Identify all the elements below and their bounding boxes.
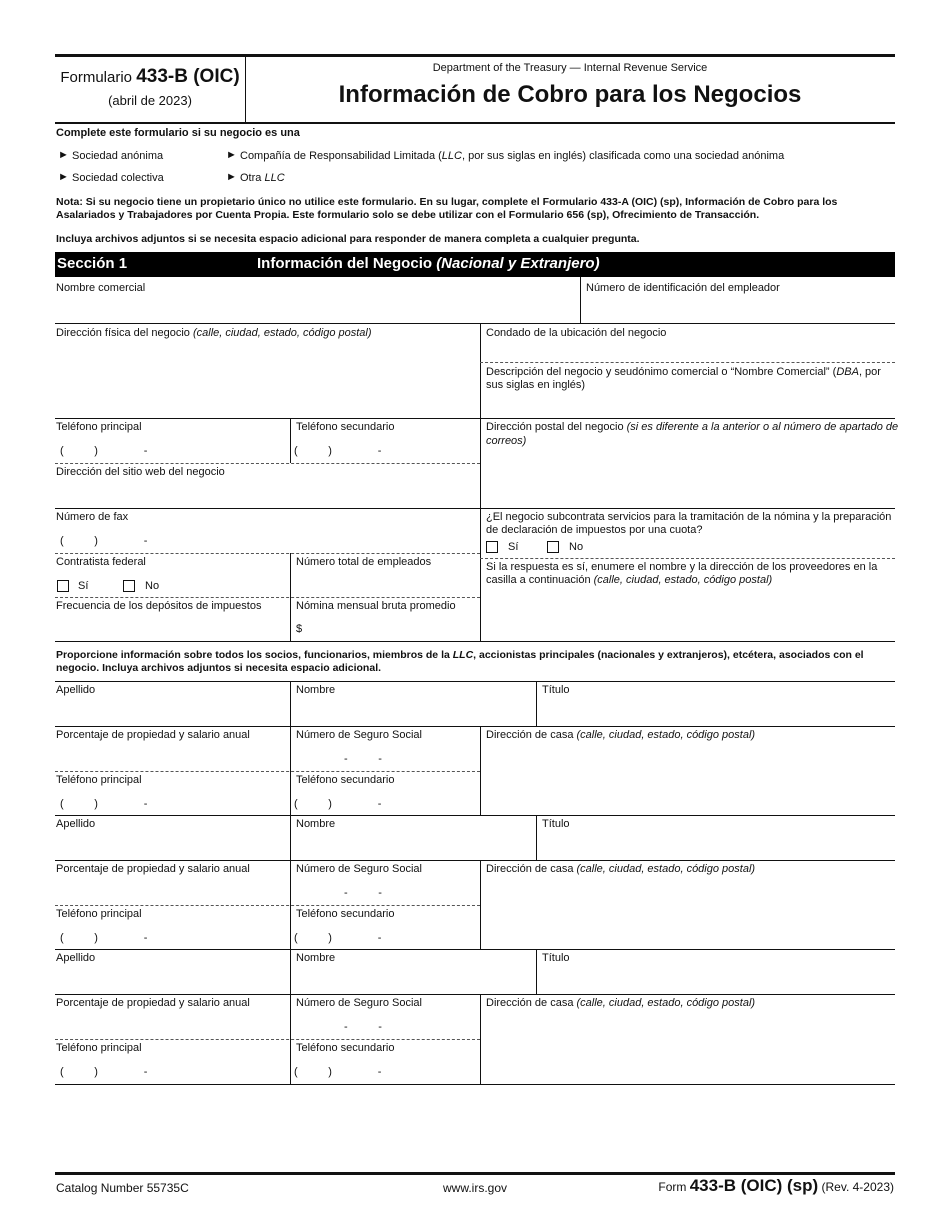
grid-line <box>55 726 895 727</box>
tel-principal-input[interactable]: ( ) - <box>60 798 148 810</box>
tel-principal-label: Teléfono principal <box>56 1042 142 1054</box>
tel-secundario-input[interactable]: ( ) - <box>294 1066 382 1078</box>
grid-line <box>55 597 480 598</box>
proveedores-input[interactable] <box>486 590 891 638</box>
grid-line <box>55 994 895 995</box>
grid-line <box>480 558 895 559</box>
total-empleados-label: Número total de empleados <box>296 556 432 568</box>
direccion-casa-input[interactable] <box>486 878 891 946</box>
grid-line <box>290 681 291 815</box>
grid-line <box>580 277 581 323</box>
subcontrata-si-checkbox[interactable] <box>486 541 498 553</box>
grid-line <box>55 418 895 419</box>
grid-line <box>290 418 291 463</box>
direccion-casa-input[interactable] <box>486 1012 891 1080</box>
owners-instructions: Proporcione información sobre todos los socios, funcionarios, miembros de la LLC, accionistas principales (nacionales y extranjeros), etcétera, asociados con el <box>56 649 864 661</box>
form-id: Formulario 433-B (OIC) <box>60 66 240 87</box>
contratista-no-checkbox[interactable] <box>123 580 135 592</box>
page-title: Información de Cobro para los Negocios <box>338 81 802 108</box>
grid-line <box>536 949 537 994</box>
tel-secundario-label: Teléfono secundario <box>296 908 395 920</box>
ssn-input[interactable]: - - <box>344 887 382 899</box>
note-line2: Asalariados y Trabajadores por Cuenta Propia. Este formulario solo se debe utilizar con el Formulario 656 (sp), Ofrecimiento de Transacción. <box>56 209 760 221</box>
grid-line <box>536 681 537 726</box>
direccion-postal-label: Dirección postal del negocio (si es diferente a la anterior o al número de apartado de <box>486 421 899 433</box>
grid-line <box>290 815 291 949</box>
ein-input[interactable] <box>586 296 891 320</box>
grid-line <box>536 815 537 860</box>
grid-line <box>55 323 895 324</box>
ssn-input[interactable]: - - <box>344 1021 382 1033</box>
tel-secundario-label: Teléfono secundario <box>296 421 395 433</box>
tel-principal-input[interactable]: ( ) - <box>60 445 148 457</box>
nombre-input[interactable] <box>296 699 532 723</box>
apellido-label: Apellido <box>56 818 96 830</box>
tel-secundario-label: Teléfono secundario <box>296 774 395 786</box>
subcontrata-label: ¿El negocio subcontrata servicios para la tramitación de la nómina y la preparación <box>486 511 892 523</box>
footer-form-id: Form 433-B (OIC) (sp) (Rev. 4-2023) <box>658 1176 894 1195</box>
form-date: (abril de 2023) <box>108 93 192 108</box>
grid-line <box>55 553 480 554</box>
opt-llc-corp: Compañía de Responsabilidad Limitada (LLC, por sus siglas en inglés) clasificada como una sociedad anónima <box>240 150 785 162</box>
direccion-casa-input[interactable] <box>486 744 891 812</box>
bullet-icon: ► <box>226 171 237 183</box>
bullet-icon: ► <box>58 171 69 183</box>
footer-rev: (Rev. 4-2023) <box>821 1180 894 1194</box>
grid-line <box>480 860 481 949</box>
direccion-casa-label: Dirección de casa (calle, ciudad, estado, código postal) <box>486 997 756 1009</box>
website-link[interactable]: www.irs.gov <box>442 1181 507 1195</box>
grid-line <box>55 1084 895 1085</box>
agency: Department of the Treasury — Internal Revenue Service <box>432 62 708 74</box>
nombre-comercial-input[interactable] <box>56 296 576 320</box>
nomina-label: Nómina mensual bruta promedio <box>296 600 456 612</box>
nombre-label: Nombre <box>296 818 336 830</box>
tel-secundario-label: Teléfono secundario <box>296 1042 395 1054</box>
attachments-note: Incluya archivos adjuntos si se necesita espacio adicional para responder de manera completa a cualquier pregunta. <box>56 233 640 245</box>
titulo-label: Título <box>542 818 570 830</box>
grid-line <box>290 949 291 1084</box>
top-rule <box>55 54 895 57</box>
ssn-label: Número de Seguro Social <box>296 997 422 1009</box>
opt-sociedad-colectiva: Sociedad colectiva <box>72 172 164 184</box>
titulo-input[interactable] <box>542 833 891 857</box>
section1-title: Información del Negocio (Nacional y Extranjero) <box>257 255 600 272</box>
grid-line <box>55 641 895 642</box>
titulo-label: Título <box>542 684 570 696</box>
grid-line <box>480 994 481 1084</box>
condado-label: Condado de la ubicación del negocio <box>486 327 667 339</box>
ssn-label: Número de Seguro Social <box>296 729 422 741</box>
nombre-input[interactable] <box>296 833 532 857</box>
grid-line <box>55 508 895 509</box>
grid-line <box>55 860 895 861</box>
contratista-si-checkbox[interactable] <box>57 580 69 592</box>
apellido-label: Apellido <box>56 684 96 696</box>
subcontrata-no-checkbox[interactable] <box>547 541 559 553</box>
si-respuesta-label: Si la respuesta es sí, enumere el nombre y la dirección de los proveedores en la <box>486 561 878 573</box>
porcentaje-label: Porcentaje de propiedad y salario anual <box>56 729 250 741</box>
nombre-comercial-label: Nombre comercial <box>56 282 146 294</box>
section1-label: Sección 1 <box>57 255 128 272</box>
direccion-casa-label: Dirección de casa (calle, ciudad, estado, código postal) <box>486 729 756 741</box>
ssn-input[interactable]: - - <box>344 753 382 765</box>
grid-line <box>55 681 895 682</box>
apellido-input[interactable] <box>56 967 286 991</box>
nombre-label: Nombre <box>296 952 336 964</box>
grid-line <box>480 362 895 363</box>
porcentaje-input[interactable] <box>56 1012 286 1036</box>
titulo-input[interactable] <box>542 967 891 991</box>
contratista-si-label: Sí <box>78 580 89 592</box>
grid-line <box>55 463 480 464</box>
catalog-number: Catalog Number 55735C <box>56 1181 189 1195</box>
frecuencia-input[interactable] <box>56 614 286 638</box>
bullet-icon: ► <box>226 149 237 161</box>
section1-bar <box>55 252 895 277</box>
footer-form-number: 433-B (OIC) (sp) <box>689 1176 819 1195</box>
nomina-input[interactable]: $ <box>296 623 303 635</box>
grid-line <box>480 323 481 641</box>
condado-input[interactable] <box>486 341 891 360</box>
ein-label: Número de identificación del empleador <box>586 282 780 294</box>
grid-line <box>55 949 895 950</box>
tel-principal-label: Teléfono principal <box>56 774 142 786</box>
nombre-input[interactable] <box>296 967 532 991</box>
fax-input[interactable]: ( ) - <box>60 535 148 547</box>
bullet-icon: ► <box>58 149 69 161</box>
porcentaje-input[interactable] <box>56 744 286 768</box>
footer-rule <box>55 1172 895 1175</box>
frecuencia-label: Frecuencia de los depósitos de impuestos <box>56 600 262 612</box>
apellido-label: Apellido <box>56 952 96 964</box>
sitio-web-label: Dirección del sitio web del negocio <box>56 466 225 478</box>
porcentaje-input[interactable] <box>56 878 286 902</box>
descripcion-label-2: sus siglas en inglés) <box>486 379 586 391</box>
owners-instructions-2: negocio. Incluya archivos adjuntos si necesita espacio adicional. <box>56 662 382 674</box>
descripcion-label: Descripción del negocio y seudónimo comercial o “Nombre Comercial” (DBA, por <box>486 366 881 378</box>
tel-principal-input[interactable]: ( ) - <box>60 1066 148 1078</box>
contratista-no-label: No <box>145 580 160 592</box>
apellido-input[interactable] <box>56 699 286 723</box>
porcentaje-label: Porcentaje de propiedad y salario anual <box>56 997 250 1009</box>
porcentaje-label: Porcentaje de propiedad y salario anual <box>56 863 250 875</box>
direccion-fisica-label: Dirección física del negocio (calle, ciudad, estado, código postal) <box>56 327 372 339</box>
si-respuesta-label-2: casilla a continuación (calle, ciudad, estado, código postal) <box>486 574 773 586</box>
grid-line <box>55 1039 480 1040</box>
form-number: 433-B (OIC) <box>136 66 240 87</box>
direccion-casa-label: Dirección de casa (calle, ciudad, estado, código postal) <box>486 863 756 875</box>
titulo-label: Título <box>542 952 570 964</box>
opt-sociedad-anonima: Sociedad anónima <box>72 150 164 162</box>
sitio-web-input[interactable] <box>56 481 476 505</box>
contratista-label: Contratista federal <box>56 556 146 568</box>
subcontrata-no-label: No <box>569 541 584 553</box>
grid-line <box>55 771 480 772</box>
grid-line <box>55 905 480 906</box>
tel-secundario-input[interactable]: ( ) - <box>294 445 382 457</box>
note-line1: Nota: Si su negocio tiene un propietario único no utilice este formulario. En su lugar, complete el Formulario 433-A (OIC) (sp), Información de Cobro para los <box>56 196 838 208</box>
header-bottom-rule <box>55 122 895 124</box>
ssn-label: Número de Seguro Social <box>296 863 422 875</box>
fax-label: Número de fax <box>56 511 129 523</box>
subcontrata-si-label: Sí <box>508 541 519 553</box>
direccion-postal-label-2: correos) <box>486 435 527 447</box>
total-empleados-input[interactable] <box>296 571 476 595</box>
apellido-input[interactable] <box>56 833 286 857</box>
tel-secundario-input[interactable]: ( ) - <box>294 932 382 944</box>
tel-principal-label: Teléfono principal <box>56 421 142 433</box>
direccion-fisica-input[interactable] <box>56 342 476 414</box>
complete-if: Complete este formulario si su negocio es una <box>56 127 300 139</box>
tel-principal-label: Teléfono principal <box>56 908 142 920</box>
titulo-input[interactable] <box>542 699 891 723</box>
nombre-label: Nombre <box>296 684 336 696</box>
grid-line <box>480 726 481 815</box>
tel-principal-input[interactable]: ( ) - <box>60 932 148 944</box>
descripcion-input[interactable] <box>486 393 891 415</box>
grid-line <box>55 815 895 816</box>
tel-secundario-input[interactable]: ( ) - <box>294 798 382 810</box>
opt-otra-llc: Otra LLC <box>240 172 285 184</box>
direccion-postal-input[interactable] <box>486 450 891 505</box>
header-divider <box>245 56 246 122</box>
subcontrata-label-2: de declaración de impuestos por una cuota? <box>486 524 703 536</box>
